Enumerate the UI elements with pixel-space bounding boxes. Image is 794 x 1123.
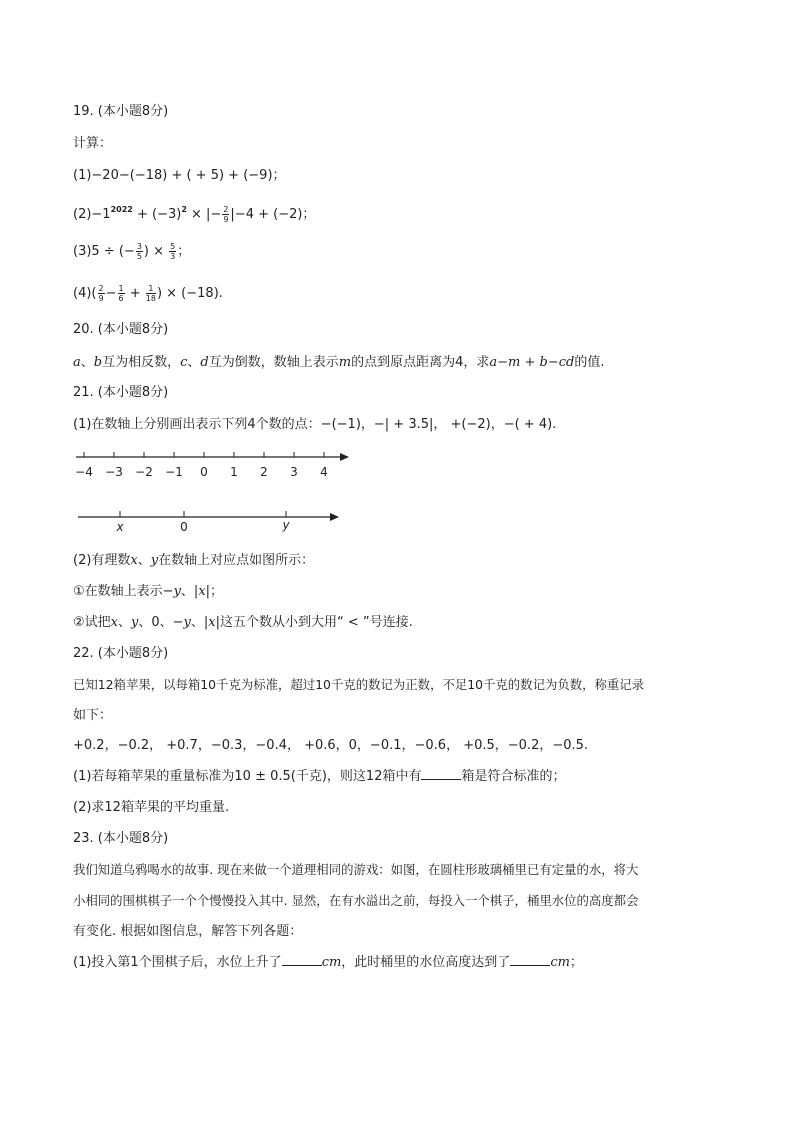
q19-part2: $(2)-1^{2022} + (-3)^2$ × |− $\frac{2}{9}$ |−4 + (−2)； xyxy=(73,205,316,224)
q20-header: 20. (本小题8分) xyxy=(73,322,169,337)
tick-label: 2 xyxy=(260,465,268,479)
arrow-icon xyxy=(340,453,349,461)
tick-label: 1 xyxy=(230,465,238,479)
fraction: $\frac{5}{3}$ xyxy=(170,242,176,261)
tick-label: 0 xyxy=(200,465,208,479)
q22-part2: (2)求12箱苹果的平均重量. xyxy=(73,800,230,815)
q22-text1: 已知12箱苹果，以每箱10千克为标准，超过10千克的数记为正数，不足10千克的数记为负数，称重记录 xyxy=(73,677,645,692)
q19-part1: (1)−20−(−18) + ( + 5) + (−9)； xyxy=(73,168,286,183)
q20-text: a、b互为相反数，c、d互为倒数，数轴上表示m的点到原点距离为4，求a−m + b−cd的值. xyxy=(73,355,605,370)
answer-blank[interactable] xyxy=(421,767,461,780)
fraction: $\frac{2}{9}$ xyxy=(223,205,229,224)
q23-text1: 我们知道乌鸦喝水的故事. 现在来做一个道理相同的游戏：如图，在圆柱形玻璃桶里已有定量的水，将大 xyxy=(73,862,639,877)
tick-label: −4 xyxy=(75,465,93,479)
q23-part1: (1)投入第1个围棋子后，水位上升了 cm，此时桶里的水位高度达到了 cm； xyxy=(73,955,583,970)
q22-text2: 如下： xyxy=(73,708,113,723)
q22-header: 22. (本小题8分) xyxy=(73,646,169,661)
tick-label: −1 xyxy=(165,465,183,479)
q19-part3: (3)5 ÷ (− $\frac{3}{5}$ ) × $\frac{5}{3}$ ； xyxy=(73,242,191,261)
arrow-icon xyxy=(330,513,339,521)
fraction: $\frac{2}{9}$ xyxy=(98,284,104,303)
number-line-1 xyxy=(75,452,349,479)
tick-label: 3 xyxy=(290,465,298,479)
q19-header: 19. (本小题8分) xyxy=(73,104,169,119)
q22-part1: (1)若每箱苹果的重量标准为10 ± 0.5(千克)，则这12箱中有 箱是符合标准的； xyxy=(73,769,566,784)
tick-label: −2 xyxy=(135,465,153,479)
tick-label: 4 xyxy=(320,465,328,479)
q21-sub2: ②试把x、y、0、−y、|x|这五个数从小到大用“ < ”号连接. xyxy=(73,615,413,630)
q21-part2: (2)有理数x、y在数轴上对应点如图所示： xyxy=(73,553,315,568)
label-y: y xyxy=(282,518,290,532)
q23-text3: 有变化. 根据如图信息，解答下列各题： xyxy=(73,924,303,939)
q23-text2: 小相同的围棋棋子一个个慢慢投入其中. 显然，在有水溢出之前，每投入一个棋子，桶里水位的高度都会 xyxy=(73,893,639,908)
q19-intro: 计算： xyxy=(73,136,113,151)
answer-blank[interactable] xyxy=(510,953,550,966)
q23-header: 23. (本小题8分) xyxy=(73,831,169,846)
answer-blank[interactable] xyxy=(282,953,322,966)
q21-part1: (1)在数轴上分别画出表示下列4个数的点：−(−1)，−| + 3.5|， +(−2)，−( + 4). xyxy=(73,417,557,432)
fraction: $\frac{1}{6}$ xyxy=(118,284,124,303)
number-line-figures xyxy=(60,445,360,535)
tick-label: −3 xyxy=(105,465,123,479)
number-line-2 xyxy=(78,511,339,534)
label-zero: 0 xyxy=(180,520,188,534)
q22-values: +0.2，−0.2， +0.7，−0.3，−0.4， +0.6，0，−0.1，−0.6， +0.5，−0.2，−0.5. xyxy=(73,738,589,753)
q21-sub1: ①在数轴上表示−y、|x|； xyxy=(73,584,224,599)
q21-header: 21. (本小题8分) xyxy=(73,385,169,400)
label-x: x xyxy=(116,520,124,534)
q19-part4: (4)( $\frac{2}{9}$ − $\frac{1}{6}$ + $\frac{1}{18}$ ) × (−18). xyxy=(73,284,223,303)
fraction: $\frac{1}{18}$ xyxy=(145,284,156,303)
fraction: $\frac{3}{5}$ xyxy=(136,242,142,261)
